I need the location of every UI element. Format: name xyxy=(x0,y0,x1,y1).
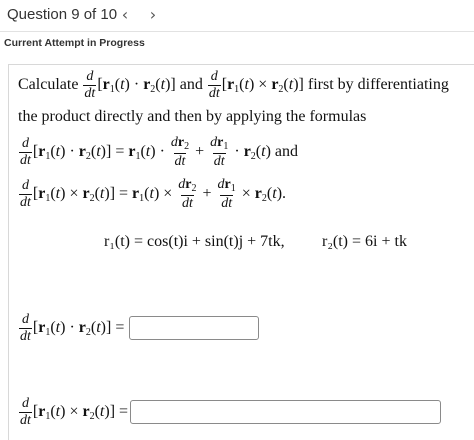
dot-product-expression: $[r_1(t) \cdot r_2(t)]$ xyxy=(97,76,176,96)
d-dt-fraction: $\frac{d}{dt}$ xyxy=(84,69,96,101)
and-word: and xyxy=(179,76,203,94)
first-by-differentiating-text: first by differentiating xyxy=(307,76,449,94)
d-r1-dt-fraction: $\frac{dr_1}{dt}$ xyxy=(217,177,236,211)
given-r1: r₁(t) = cos(t)i + sin(t)j + 7tk, xyxy=(104,233,285,250)
d-dt-fraction: $\frac{d}{dt}$ xyxy=(208,69,220,101)
d-dt-fraction: $\frac{d}{dt}$ xyxy=(20,136,31,168)
d-dt-fraction: $\frac{d}{dt}$ xyxy=(20,178,31,210)
cross-product-answer-label: $\frac{d}{dt}$ $[r_1(t) \times r_2(t)]$ = xyxy=(20,396,129,428)
problem-statement-line-1 xyxy=(18,70,449,101)
d-r1-dt-fraction: $\frac{dr_1}{dt}$ xyxy=(210,135,229,169)
dot-product-answer-label: $\frac{d}{dt}$ $[r_1(t) \cdot r_2(t)]$ = xyxy=(20,312,125,344)
and-word: and xyxy=(274,143,299,161)
previous-question-icon[interactable]: ‹ xyxy=(121,5,129,24)
problem-statement-line-2: the product directly and then by applying the formulas xyxy=(18,108,367,125)
dot-product-rule: $\frac{d}{dt}$ $[r_1(t) \cdot r_2(t)] = r_1(t)$ · $\frac{dr_2}{dt}$ + $\frac{dr_1}{dt}$ · $r_2(t)$ and xyxy=(20,135,299,169)
cross-product-answer-input[interactable] xyxy=(130,400,441,424)
d-r2-dt-fraction: $\frac{dr_2}{dt}$ xyxy=(170,135,190,169)
given-r2: r₂(t) = 6i + tk xyxy=(322,233,407,250)
dot-product-answer-input[interactable] xyxy=(129,316,259,340)
d-dt-fraction: $\frac{d}{dt}$ xyxy=(20,396,31,428)
calculate-word: Calculate xyxy=(18,76,79,94)
cross-product-expression: $[r_1(t) \times r_2(t)]$ xyxy=(221,76,304,96)
question-counter: Question 9 of 10 xyxy=(7,6,118,23)
attempt-status-label: Current Attempt in Progress xyxy=(4,37,145,49)
d-r2-dt-fraction: $\frac{dr_2}{dt}$ xyxy=(178,177,197,211)
d-dt-fraction: $\frac{d}{dt}$ xyxy=(20,312,31,344)
question-header xyxy=(0,0,474,32)
next-question-icon[interactable]: › xyxy=(149,5,157,24)
cross-product-rule: $\frac{d}{dt}$ $[r_1(t) \times r_2(t)] = r_1(t)$ × $\frac{dr_2}{dt}$ + $\frac{dr_1}{dt}$ × $r_2(t)$. xyxy=(20,177,287,211)
attempt-status-bar xyxy=(0,33,474,55)
